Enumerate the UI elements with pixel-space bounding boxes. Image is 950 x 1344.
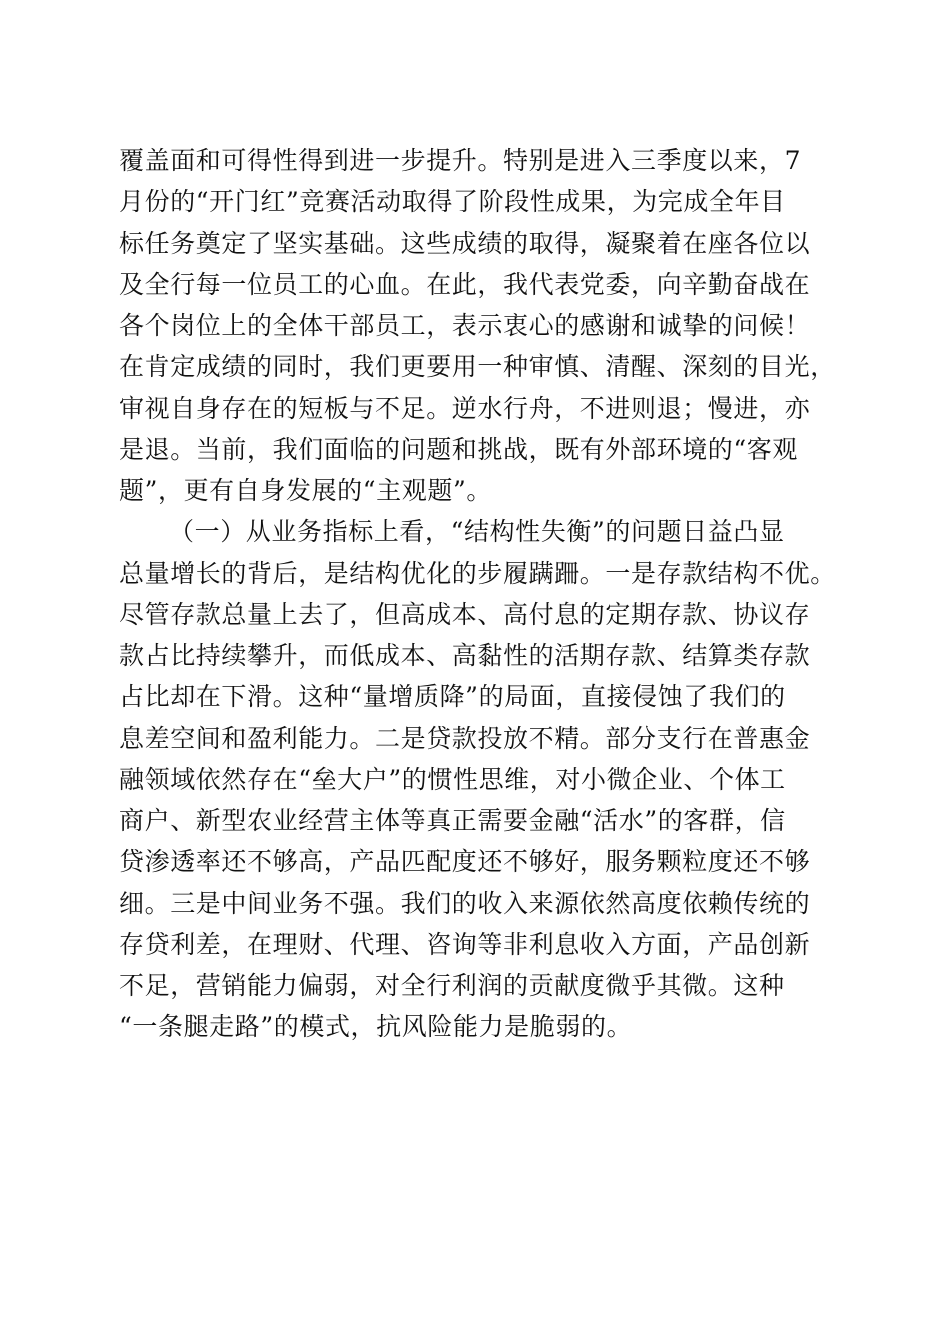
body-text — [119, 140, 839, 1048]
text-line: 题”，更有自身发展的“主观题”。 — [119, 476, 492, 505]
text-line: 审视自身存在的短板与不足。逆水行舟，不进则退；慢进，亦 — [119, 393, 811, 423]
text-line: “一条腿走路”的模式，抗风险能力是脆弱的。 — [119, 1012, 633, 1042]
text-line: 总量增长的背后，是结构优化的步履蹒跚。一是存款结构不优。 — [119, 558, 836, 588]
text-line: 是退。当前，我们面临的问题和挑战，既有外部环境的“客观 — [119, 434, 798, 464]
text-line: 标任务奠定了坚实基础。这些成绩的取得，凝聚着在座各位以 — [119, 228, 811, 258]
text-line: 占比却在下滑。这种“量增质降”的局面，直接侵蚀了我们的 — [119, 682, 786, 712]
text-line: 息差空间和盈利能力。二是贷款投放不精。部分支行在普惠金 — [119, 723, 811, 753]
text-line: 尽管存款总量上去了，但高成本、高付息的定期存款、协议存 — [119, 599, 811, 629]
text-line: 款占比持续攀升，而低成本、高黏性的活期存款、结算类存款 — [119, 641, 811, 670]
text-line: 覆盖面和可得性得到进一步提升。特别是进入三季度以来，7 — [119, 146, 802, 175]
text-line: 各个岗位上的全体干部员工，表示衷心的感谢和诚挚的问候！ — [119, 311, 811, 340]
text-line: 融领域依然存在“垒大户”的惯性思维，对小微企业、个体工 — [119, 764, 786, 794]
text-line: 及全行每一位员工的心血。在此，我代表党委，向辛勤奋战在 — [119, 269, 811, 299]
text-line: 贷渗透率还不够高，产品匹配度还不够好，服务颗粒度还不够 — [119, 847, 811, 877]
text-line: 在肯定成绩的同时，我们更要用一种审慎、清醒、深刻的目光， — [119, 352, 836, 382]
text-line: 月份的“开门红”竞赛活动取得了阶段性成果，为完成全年目 — [119, 187, 786, 217]
section-heading: （一）从业务指标上看，“结构性失衡”的问题日益凸显 — [169, 517, 785, 547]
text-line: 商户、新型农业经营主体等真正需要金融“活水”的客群，信 — [119, 806, 786, 835]
text-line: 不足，营销能力偏弱，对全行利润的贡献度微乎其微。这种 — [119, 971, 785, 1000]
text-line: 细。三是中间业务不强。我们的收入来源依然高度依赖传统的 — [119, 888, 811, 918]
text-line: 存贷利差，在理财、代理、咨询等非利息收入方面，产品创新 — [119, 929, 811, 959]
